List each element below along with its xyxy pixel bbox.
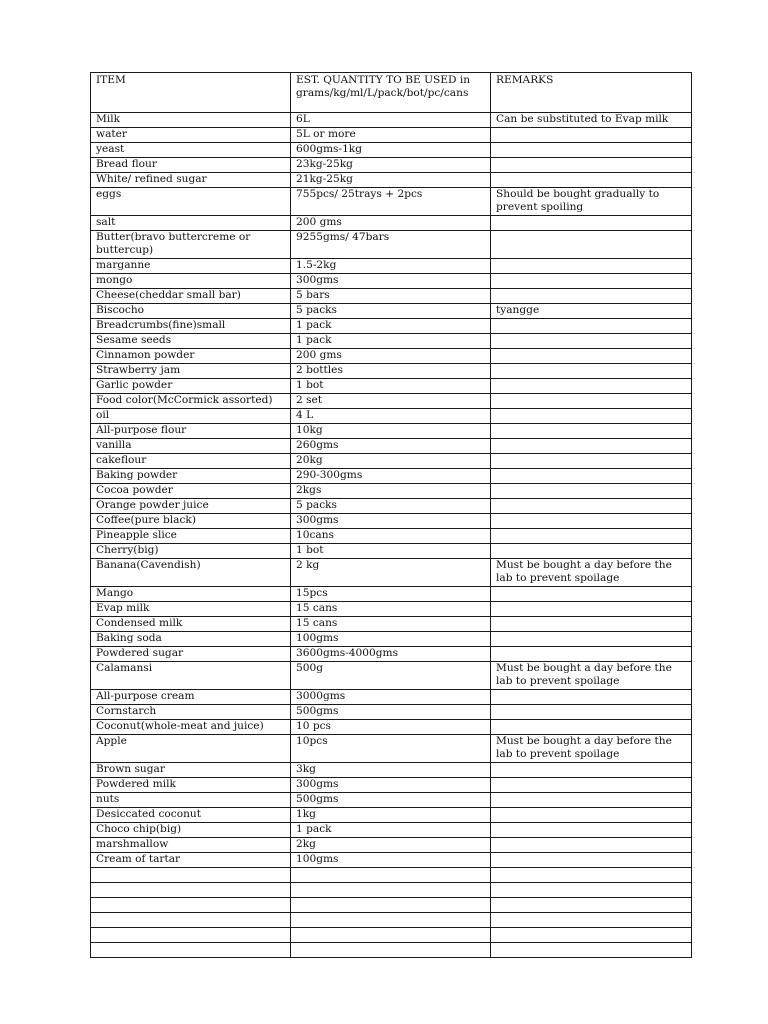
table-row	[91, 231, 692, 259]
table-row	[91, 158, 692, 173]
quantity-cell: 500gms	[291, 793, 491, 808]
remarks-cell	[491, 379, 692, 394]
item-cell: nuts	[91, 793, 291, 808]
item-cell: yeast	[91, 143, 291, 158]
quantity-cell: 300gms	[291, 274, 491, 289]
table-row	[91, 853, 692, 868]
blank-row	[91, 868, 692, 883]
item-cell: Sesame seeds	[91, 334, 291, 349]
remarks-cell: Should be bought gradually to prevent spoiling	[491, 188, 692, 216]
remarks-cell	[491, 409, 692, 424]
remarks-cell	[491, 334, 692, 349]
remarks-cell	[491, 216, 692, 231]
remarks-cell	[491, 690, 692, 705]
remarks-cell: Must be bought a day before the lab to prevent spoilage	[491, 735, 692, 763]
table-row	[91, 838, 692, 853]
table-row	[91, 735, 692, 763]
table-body	[91, 73, 692, 958]
item-cell: Powdered sugar	[91, 647, 291, 662]
table-row	[91, 289, 692, 304]
blank-row	[91, 883, 692, 898]
item-cell: Calamansi	[91, 662, 291, 690]
header-quantity: EST. QUANTITY TO BE USED in grams/kg/ml/L/pack/bot/pc/cans	[291, 73, 491, 113]
item-cell: Cream of tartar	[91, 853, 291, 868]
item-cell: cakeflour	[91, 454, 291, 469]
table-row	[91, 143, 692, 158]
quantity-cell: 4 L	[291, 409, 491, 424]
remarks-cell	[491, 499, 692, 514]
item-cell: Brown sugar	[91, 763, 291, 778]
blank-cell	[491, 943, 692, 958]
quantity-cell: 200 gms	[291, 216, 491, 231]
blank-row	[91, 898, 692, 913]
blank-row	[91, 928, 692, 943]
item-cell: Butter(bravo buttercreme or buttercup)	[91, 231, 291, 259]
table-row	[91, 793, 692, 808]
blank-cell	[91, 943, 291, 958]
blank-cell	[291, 898, 491, 913]
table-row	[91, 823, 692, 838]
table-row	[91, 602, 692, 617]
item-cell: Choco chip(big)	[91, 823, 291, 838]
item-cell: Coconut(whole-meat and juice)	[91, 720, 291, 735]
header-remarks: REMARKS	[491, 73, 692, 113]
table-row	[91, 454, 692, 469]
quantity-cell: 500g	[291, 662, 491, 690]
quantity-cell: 5 packs	[291, 499, 491, 514]
quantity-cell: 10cans	[291, 529, 491, 544]
blank-cell	[491, 928, 692, 943]
blank-cell	[491, 868, 692, 883]
table-row	[91, 364, 692, 379]
item-cell: Evap milk	[91, 602, 291, 617]
quantity-cell: 15 cans	[291, 617, 491, 632]
remarks-cell	[491, 853, 692, 868]
remarks-cell	[491, 705, 692, 720]
table-row	[91, 544, 692, 559]
item-cell: Desiccated coconut	[91, 808, 291, 823]
table-row	[91, 484, 692, 499]
quantity-cell: 1 bot	[291, 379, 491, 394]
quantity-cell: 1 bot	[291, 544, 491, 559]
blank-cell	[291, 913, 491, 928]
blank-cell	[491, 913, 692, 928]
remarks-cell	[491, 808, 692, 823]
table-row	[91, 529, 692, 544]
remarks-cell	[491, 231, 692, 259]
remarks-cell	[491, 454, 692, 469]
item-cell: Milk	[91, 113, 291, 128]
quantity-cell: 1 pack	[291, 823, 491, 838]
remarks-cell	[491, 838, 692, 853]
item-cell: Baking powder	[91, 469, 291, 484]
item-cell: Breadcrumbs(fine)small	[91, 319, 291, 334]
quantity-cell: 5 packs	[291, 304, 491, 319]
remarks-cell	[491, 544, 692, 559]
quantity-cell: 15 cans	[291, 602, 491, 617]
quantity-cell: 260gms	[291, 439, 491, 454]
remarks-cell	[491, 349, 692, 364]
blank-cell	[291, 868, 491, 883]
quantity-cell: 1 pack	[291, 319, 491, 334]
remarks-cell	[491, 617, 692, 632]
remarks-cell	[491, 143, 692, 158]
quantity-cell: 2 bottles	[291, 364, 491, 379]
item-cell: Cornstarch	[91, 705, 291, 720]
table-row	[91, 587, 692, 602]
item-cell: Cocoa powder	[91, 484, 291, 499]
item-cell: Mango	[91, 587, 291, 602]
item-cell: Bread flour	[91, 158, 291, 173]
table-row	[91, 662, 692, 690]
quantity-cell: 6L	[291, 113, 491, 128]
item-cell: Powdered milk	[91, 778, 291, 793]
quantity-cell: 2 kg	[291, 559, 491, 587]
remarks-cell	[491, 319, 692, 334]
quantity-cell: 1 pack	[291, 334, 491, 349]
table-row	[91, 808, 692, 823]
item-cell: marshmallow	[91, 838, 291, 853]
item-cell: oil	[91, 409, 291, 424]
quantity-cell: 20kg	[291, 454, 491, 469]
table-row	[91, 259, 692, 274]
table-row	[91, 559, 692, 587]
quantity-cell: 10 pcs	[291, 720, 491, 735]
remarks-cell	[491, 720, 692, 735]
quantity-cell: 5 bars	[291, 289, 491, 304]
blank-cell	[91, 913, 291, 928]
blank-cell	[91, 928, 291, 943]
remarks-cell	[491, 587, 692, 602]
quantity-cell: 100gms	[291, 632, 491, 647]
header-item: ITEM	[91, 73, 291, 113]
item-cell: Banana(Cavendish)	[91, 559, 291, 587]
quantity-cell: 1.5-2kg	[291, 259, 491, 274]
item-cell: Apple	[91, 735, 291, 763]
remarks-cell	[491, 763, 692, 778]
remarks-cell	[491, 602, 692, 617]
quantity-cell: 10pcs	[291, 735, 491, 763]
item-cell: eggs	[91, 188, 291, 216]
quantity-cell: 500gms	[291, 705, 491, 720]
remarks-cell	[491, 469, 692, 484]
remarks-cell: Must be bought a day before the lab to prevent spoilage	[491, 662, 692, 690]
blank-cell	[491, 883, 692, 898]
table-row	[91, 763, 692, 778]
table-row	[91, 394, 692, 409]
quantity-cell: 755pcs/ 25trays + 2pcs	[291, 188, 491, 216]
item-cell: Pineapple slice	[91, 529, 291, 544]
item-cell: Garlic powder	[91, 379, 291, 394]
quantity-cell: 100gms	[291, 853, 491, 868]
remarks-cell	[491, 158, 692, 173]
blank-cell	[291, 943, 491, 958]
item-cell: Cinnamon powder	[91, 349, 291, 364]
remarks-cell	[491, 424, 692, 439]
item-cell: Cherry(big)	[91, 544, 291, 559]
blank-cell	[91, 883, 291, 898]
quantity-cell: 2kg	[291, 838, 491, 853]
quantity-cell: 1kg	[291, 808, 491, 823]
remarks-cell: tyangge	[491, 304, 692, 319]
remarks-cell	[491, 632, 692, 647]
table-row	[91, 349, 692, 364]
item-cell: salt	[91, 216, 291, 231]
blank-cell	[491, 898, 692, 913]
table-row	[91, 334, 692, 349]
remarks-cell	[491, 274, 692, 289]
quantity-cell: 21kg-25kg	[291, 173, 491, 188]
remarks-cell	[491, 514, 692, 529]
quantity-cell: 15pcs	[291, 587, 491, 602]
quantity-cell: 3kg	[291, 763, 491, 778]
quantity-cell: 5L or more	[291, 128, 491, 143]
remarks-cell	[491, 128, 692, 143]
remarks-cell	[491, 647, 692, 662]
item-cell: Coffee(pure black)	[91, 514, 291, 529]
quantity-cell: 300gms	[291, 778, 491, 793]
quantity-cell: 290-300gms	[291, 469, 491, 484]
quantity-cell: 2kgs	[291, 484, 491, 499]
item-cell: Baking soda	[91, 632, 291, 647]
table-row	[91, 379, 692, 394]
quantity-cell: 23kg-25kg	[291, 158, 491, 173]
item-cell: Food color(McCormick assorted)	[91, 394, 291, 409]
table-row	[91, 188, 692, 216]
item-cell: water	[91, 128, 291, 143]
remarks-cell	[491, 778, 692, 793]
table-row	[91, 778, 692, 793]
item-cell: Condensed milk	[91, 617, 291, 632]
ingredients-table	[90, 72, 692, 958]
table-row	[91, 173, 692, 188]
item-cell: mongo	[91, 274, 291, 289]
remarks-cell: Can be substituted to Evap milk	[491, 113, 692, 128]
quantity-cell: 3000gms	[291, 690, 491, 705]
quantity-cell: 9255gms/ 47bars	[291, 231, 491, 259]
table-row	[91, 469, 692, 484]
table-row	[91, 319, 692, 334]
quantity-cell: 2 set	[291, 394, 491, 409]
table-row	[91, 647, 692, 662]
table-row	[91, 514, 692, 529]
item-cell: marganne	[91, 259, 291, 274]
item-cell: White/ refined sugar	[91, 173, 291, 188]
blank-row	[91, 913, 692, 928]
table-row	[91, 690, 692, 705]
remarks-cell	[491, 173, 692, 188]
item-cell: Cheese(cheddar small bar)	[91, 289, 291, 304]
blank-cell	[91, 898, 291, 913]
blank-cell	[291, 883, 491, 898]
remarks-cell	[491, 823, 692, 838]
table-row	[91, 705, 692, 720]
table-row	[91, 274, 692, 289]
table-row	[91, 424, 692, 439]
blank-cell	[91, 868, 291, 883]
remarks-cell: Must be bought a day before the lab to prevent spoilage	[491, 559, 692, 587]
table-row	[91, 304, 692, 319]
item-cell: Orange powder juice	[91, 499, 291, 514]
table-header-row	[91, 73, 692, 113]
blank-cell	[291, 928, 491, 943]
item-cell: All-purpose flour	[91, 424, 291, 439]
table-row	[91, 439, 692, 454]
table-row	[91, 128, 692, 143]
item-cell: vanilla	[91, 439, 291, 454]
table-row	[91, 216, 692, 231]
item-cell: All-purpose cream	[91, 690, 291, 705]
blank-row	[91, 943, 692, 958]
remarks-cell	[491, 484, 692, 499]
table-row	[91, 720, 692, 735]
remarks-cell	[491, 259, 692, 274]
remarks-cell	[491, 529, 692, 544]
table-row	[91, 113, 692, 128]
table-row	[91, 409, 692, 424]
remarks-cell	[491, 394, 692, 409]
quantity-cell: 200 gms	[291, 349, 491, 364]
table-row	[91, 499, 692, 514]
remarks-cell	[491, 439, 692, 454]
quantity-cell: 600gms-1kg	[291, 143, 491, 158]
quantity-cell: 10kg	[291, 424, 491, 439]
quantity-cell: 300gms	[291, 514, 491, 529]
remarks-cell	[491, 793, 692, 808]
item-cell: Strawberry jam	[91, 364, 291, 379]
remarks-cell	[491, 364, 692, 379]
table-row	[91, 617, 692, 632]
table-row	[91, 632, 692, 647]
item-cell: Biscocho	[91, 304, 291, 319]
remarks-cell	[491, 289, 692, 304]
quantity-cell: 3600gms-4000gms	[291, 647, 491, 662]
